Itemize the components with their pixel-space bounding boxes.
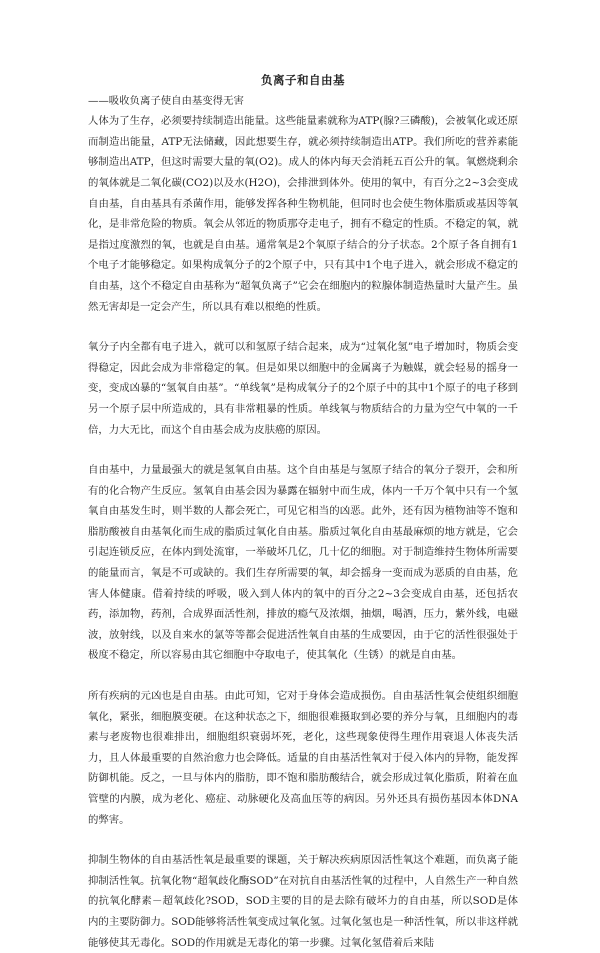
- paragraph-atp-free-radicals: 人体为了生存，必须要持续制造出能量。这些能量素就称为ATP(腺?三磷酸)，会被氧化或还原而制造出能量，ATP无法储藏，因此想要生存，就必须持续制造出ATP。我们所吃的营养素能够制造出ATP，但这时需要大量的氧(O2)。成人的体内每天会消耗五百公升的氧。氧燃烧剩余的氧体就是二氧化碳(CO2)以及水(H2O)，会排泄到体外。使用的氧中，有百分之2~3会变成自由基，自由基具有杀菌作用，能够发挥各种生物机能，但同时也会使生物体脂质或基因等氧化，是非常危险的物质。氧会从邻近的物质那夺走电子，拥有不稳定的性质。不稳定的氧，就是指过度激烈的氧，也就是自由基。通常氧是2个氧原子结合的分子状态。2个原子各自拥有1个电子才能够稳定。如果构成氧分子的2个原子中，只有其中1个电子进入，就会形成不稳定的自由基，这个不稳定自由基称为“超氧负离子”它会在细胞内的粒腺体制造热量时大量产生。虽然无害却是一定会产生，所以具有难以根绝的性质。: [88, 115, 518, 313]
- document-title: 负离子和自由基: [261, 73, 345, 87]
- paragraph-hydrogen-peroxide: 氧分子内全都有电子进入，就可以和氢原子结合起来，成为“过氧化氢”电子增加时，物质会变得稳定，因此会成为非常稳定的氧。但是如果以细胞中的金属离子为触媒，就会轻易的摇身一变，变成凶暴的“氢氧自由基”。“单线氧”是构成氧分子的2个原子中的其中1个原子的电子移到另一个原子层中所造成的，具有非常粗暴的性质。单线氧与物质结合的力量为空气中氧的一千倍，力大无比，而这个自由基会成为皮肤癌的原因。: [88, 341, 518, 436]
- document-page: [88, 70, 518, 949]
- paragraph-sod-antioxidant: 抑制生物体的自由基活性氧是最重要的课题，关于解决疾病原因活性氧这个难题，而负离子能抑制活性氧。抗氧化物“超氧歧化酶SOD”在对抗自由基活性氧的过程中，人自然生产一种自然的抗氧化酵素－超氧歧化?SOD，SOD主要的目的是去除有破坏力的自由基，所以SOD是体内的主要防御力。SOD能够将活性氧变成过氧化氢。过氧化氢也是一种活性氧，所以非这样就能够使其无毒化。SOD的作用就是无毒化的第一步骤。过氧化氢借着后来陆: [88, 854, 518, 949]
- document-subtitle: ——吸收负离子使自由基变得无害: [88, 94, 244, 107]
- paragraph-hydroxyl-radical: 自由基中，力量最强大的就是氢氧自由基。这个自由基是与氢原子结合的氧分子裂开，会和所有的化合物产生反应。氢氧自由基会因为暴露在辐射中而生成，体内一千万个氧中只有一个氢氧自由基发生时，则半数的人都会死亡，可见它相当的凶恶。此外，还有因为植物油等不饱和脂肪酸被自由基氧化而生成的脂质过氧化自由基。脂质过氧化自由基最麻烦的地方就是，它会引起连锁反应，在体内到处流窜，一举破坏几亿，几十亿的细胞。对于制造维持生物体所需要的能量而言，氧是不可或缺的。我们生存所需要的氧，却会摇身一变而成为恶质的自由基，危害人体健康。借着持续的呼吸，吸入到人体内的氧中的百分之2~3会变成自由基，还包括农药，添加物，药剂，合成界面活性剂，排放的瘾气及浓烟，抽烟，喝酒，压力，紫外线，电磁波，放射线，以及自来水的氯等等都会促进活性氧自由基的生成要因，由于它的活性很强处于极度不稳定，所以容易由其它细胞中夺取电子，使其氧化（生锈）的就是自由基。: [88, 464, 518, 662]
- paragraph-disease-cause: 所有疾病的元凶也是自由基。由此可知，它对于身体会造成损伤。自由基活性氧会使组织细胞氧化，紧张，细胞膜变硬。在这种状态之下，细胞很难摄取到必要的养分与氧，且细胞内的毒素与老废物也很难排出，细胞组织衰弱坏死，老化，这些现象使得生理作用衰退人体丧失活力，且人体最重要的自然治愈力也会降低。适量的自由基活性氧对于侵入体内的异物，能发挥防御机能。反之，一旦与体内的脂肪，即不饱和脂肪酸结合，就会形成过氧化脂质，附着在血管壁的内膜，成为老化、癌症、动脉硬化及高血压等的病因。另外还具有损伤基因本体DNA的弊害。: [88, 690, 518, 826]
